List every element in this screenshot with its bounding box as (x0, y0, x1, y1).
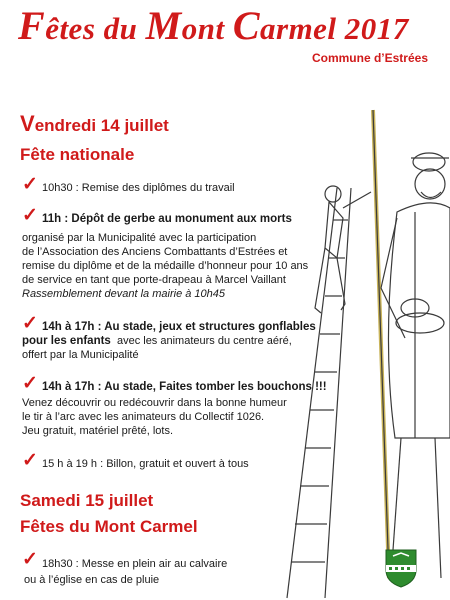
event-detail: Venez découvrir ou redécouvrir dans la bonne humeur (22, 397, 287, 409)
title-part: armel 2017 (260, 11, 409, 46)
title-part: êtes du (45, 11, 146, 46)
event-detail: Rassemblement devant la mairie à 10h45 (22, 288, 226, 300)
checkmark-icon: ✓ (22, 174, 38, 195)
event-detail: offert par la Municipalité (22, 349, 139, 361)
event-line: 11h : Dépôt de gerbe au monument aux morts (42, 213, 292, 225)
checkmark-icon: ✓ (22, 373, 38, 394)
event-detail: remise du diplôme et de la médaille d’honneur pour 10 ans (22, 260, 309, 272)
event-line: 18h30 : Messe en plein air au calvaire (42, 558, 228, 570)
checkmark-icon: ✓ (22, 450, 38, 471)
checkmark-icon: ✓ (22, 549, 38, 570)
title-part: ont (181, 11, 233, 46)
page-title (18, 2, 448, 49)
event-detail-rest: avec les animateurs du centre aéré, (116, 335, 292, 347)
section-title-fete-nationale: Fête nationale (20, 145, 135, 164)
event-line: 14h à 17h : Au stade, jeux et structures gonflables (42, 321, 316, 333)
event-detail: ou à l’église en cas de pluie (24, 574, 160, 586)
section-title-fetes-mont-carmel: Fêtes du Mont Carmel (20, 517, 198, 536)
commune-crest-icon (384, 548, 418, 588)
day-heading-friday (20, 111, 169, 137)
event-detail: de service en tant que porte-drapeau à Marcel Vaillant (22, 274, 286, 286)
event-line: 14h à 17h : Au stade, Faites tomber les bouchons !!! (42, 381, 327, 393)
checkmark-icon: ✓ (22, 205, 38, 226)
title-initial-c: C (232, 3, 260, 48)
day-initial: V (20, 111, 35, 136)
event-line: 10h30 : Remise des diplômes du travail (42, 182, 235, 194)
title-initial-f: F (18, 3, 46, 48)
title-initial-m: M (145, 3, 182, 48)
checkmark-icon: ✓ (22, 313, 38, 334)
event-line: 15 h à 19 h : Billon, gratuit et ouvert à tous (42, 458, 249, 470)
illustration-men-with-ladder (285, 108, 450, 600)
event-detail-bold: pour les enfants (22, 335, 111, 347)
day-rest: endredi 14 juillet (34, 116, 169, 135)
day-heading-saturday: Samedi 15 juillet (20, 491, 154, 510)
event-detail: le tir à l’arc avec les animateurs du Collectif 1026. (22, 411, 265, 423)
commune-subtitle: Commune d’Estrées (311, 51, 428, 65)
event-detail: organisé par la Municipalité avec la participation (22, 232, 257, 244)
event-detail: Jeu gratuit, matériel prêté, lots. (22, 425, 174, 437)
event-detail (22, 334, 292, 348)
event-detail: de l’Association des Anciens Combattants d’Estrées et (22, 246, 288, 258)
